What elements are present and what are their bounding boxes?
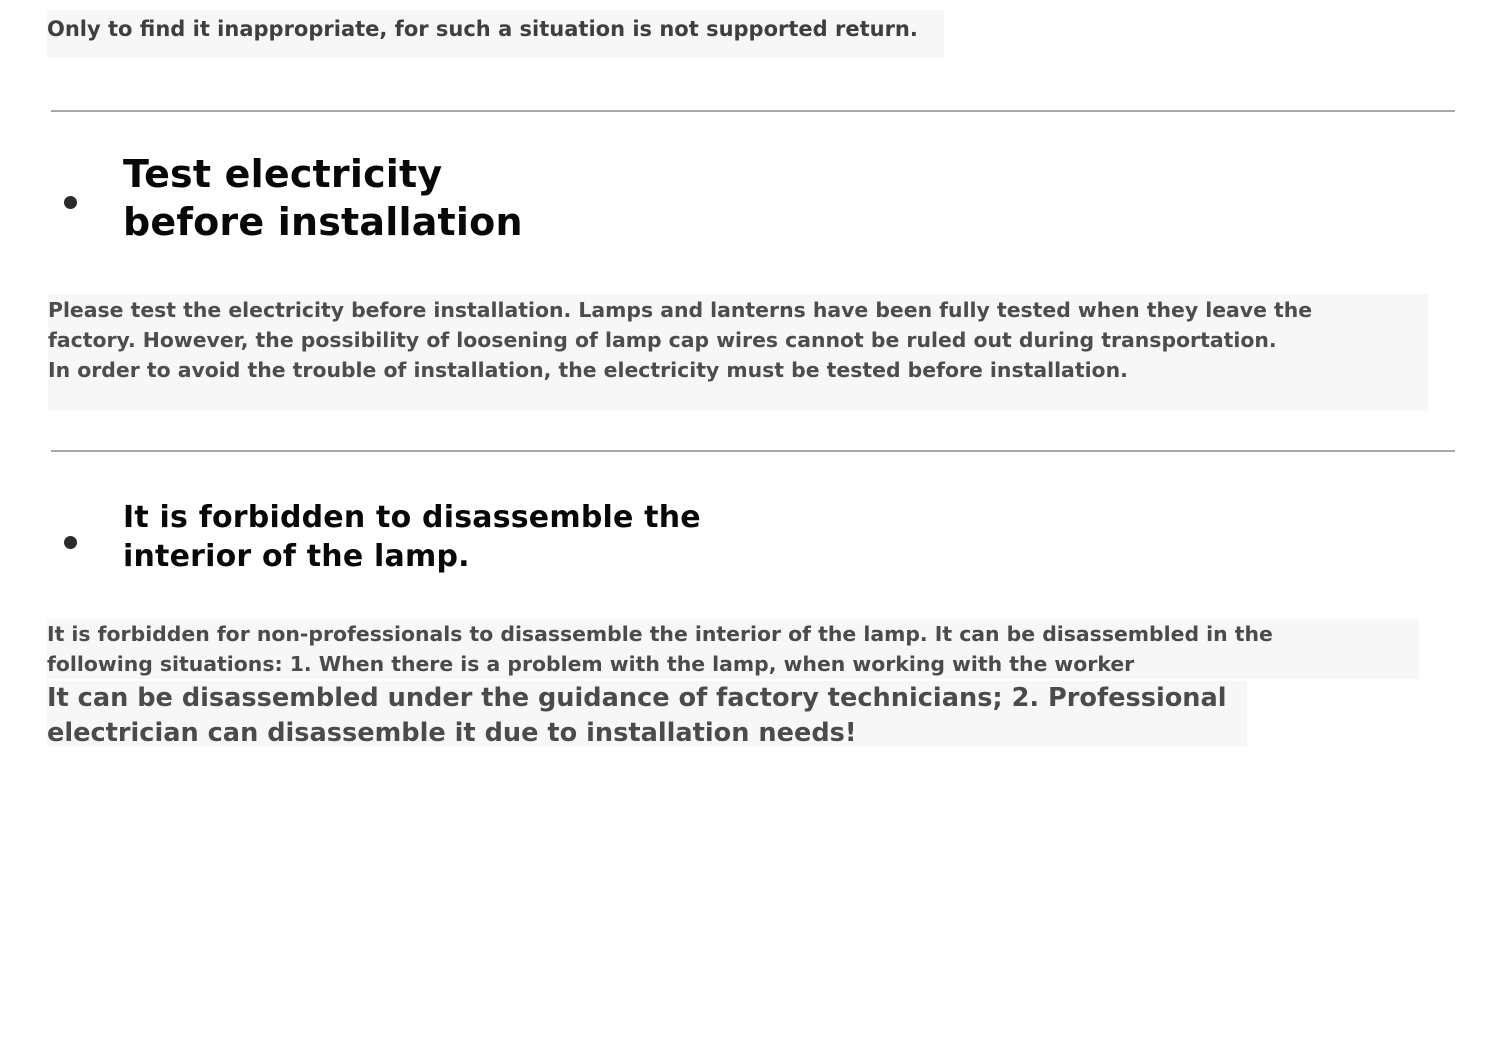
bullet-icon	[64, 536, 77, 549]
section-paragraph-test-electricity	[48, 294, 1428, 411]
section-divider	[51, 110, 1455, 112]
section-paragraph-no-disassembly	[47, 619, 1419, 679]
paragraph-line: factory. However, the possibility of loosening of lamp cap wires cannot be ruled out during transportation.	[48, 328, 1277, 352]
paragraph-line: following situations: 1. When there is a problem with the lamp, when working with the worker	[47, 652, 1135, 676]
section-divider	[51, 450, 1455, 452]
return-policy-note: Only to find it inappropriate, for such a situation is not supported return.	[47, 10, 944, 58]
paragraph-line: In order to avoid the trouble of installation, the electricity must be tested before installation.	[48, 358, 1128, 382]
paragraph-line: Please test the electricity before installation. Lamps and lanterns have been fully tested when they leave the	[48, 298, 1313, 322]
heading-line: Test electricity	[123, 152, 443, 196]
section-heading-test-electricity	[123, 150, 523, 246]
heading-line: It is forbidden to disassemble the	[123, 500, 701, 535]
section-heading-no-disassembly	[123, 498, 701, 576]
emphasis-line: It can be disassembled under the guidance of factory technicians; 2. Professional	[47, 683, 1227, 713]
emphasis-line: electrician can disassemble it due to installation needs!	[47, 718, 857, 748]
bullet-icon	[64, 196, 77, 209]
heading-line: interior of the lamp.	[123, 539, 470, 574]
section-emphasis-no-disassembly	[47, 681, 1247, 747]
heading-line: before installation	[123, 200, 523, 244]
paragraph-line: It is forbidden for non-professionals to disassemble the interior of the lamp. It can be disassembled in the	[47, 622, 1273, 646]
